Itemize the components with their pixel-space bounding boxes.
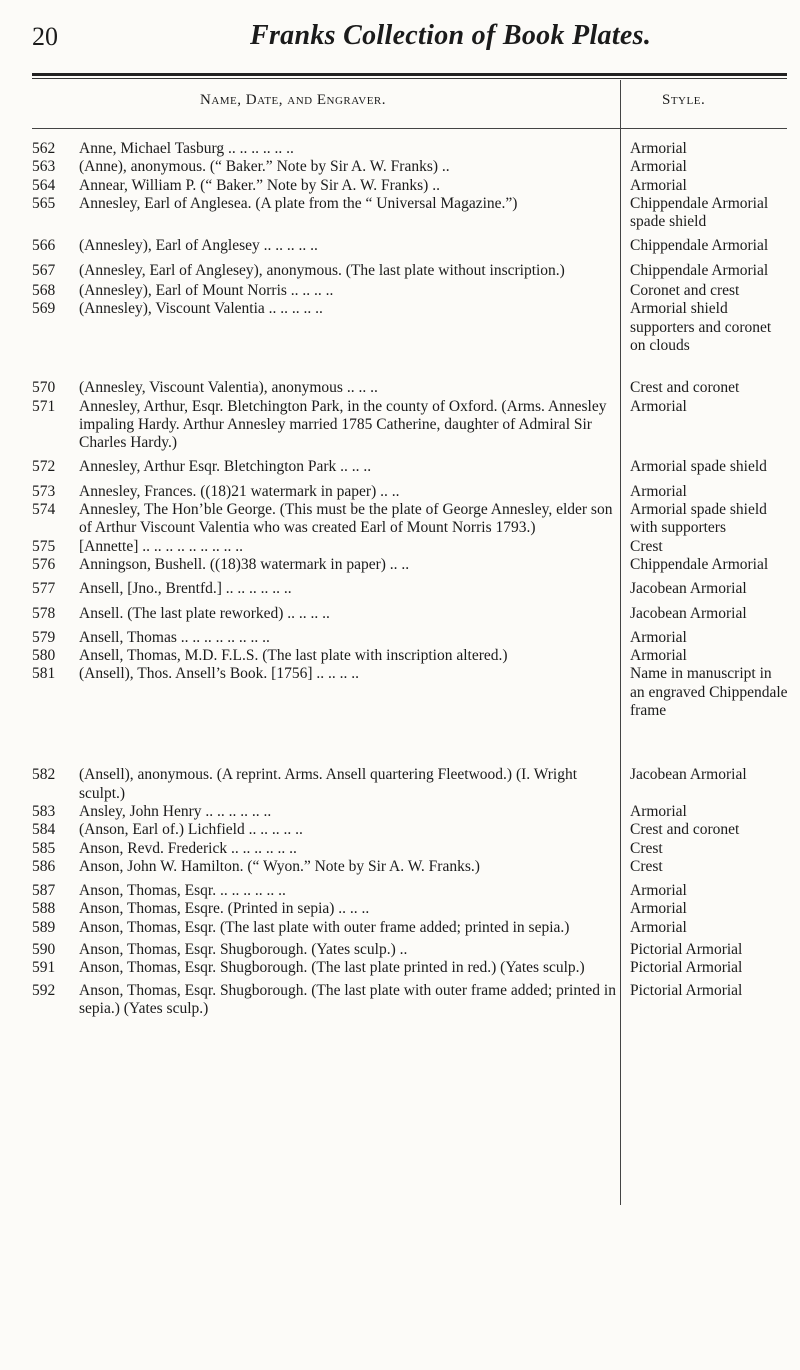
entry-name: (Ansell), Thos. Ansell’s Book. [1756] .. .. .. .. bbox=[79, 665, 359, 683]
entry-name: (Anne), anonymous. (“ Baker.” Note by Sir A. W. Franks) .. bbox=[79, 158, 450, 176]
entry-number: 592 bbox=[32, 981, 56, 999]
entry-name: (Ansell), anonymous. (A reprint. Arms. Ansell quartering Fleetwood.) (I. Wright sculpt.) bbox=[79, 766, 578, 802]
entry-name: Ansley, John Henry .. .. .. .. .. .. bbox=[79, 802, 272, 820]
entry-style: Pictorial Armorial bbox=[630, 981, 743, 999]
entry-style: Chippendale Armorial spade shield bbox=[630, 194, 769, 231]
column-header-rule-style bbox=[622, 128, 787, 129]
entry-name: Anson, Thomas, Esqr. Shugborough. (Yates sculp.) .. bbox=[79, 940, 408, 958]
entry-row bbox=[32, 501, 787, 538]
entry-name: Anson, Thomas, Esqre. (Printed in sepia) .. .. .. bbox=[79, 900, 370, 918]
entry-number: 562 bbox=[32, 140, 56, 157]
entry-row bbox=[32, 840, 787, 858]
entry-number: 577 bbox=[32, 580, 56, 598]
entry-row bbox=[32, 398, 787, 453]
entry-name: (Annesley), Earl of Mount Norris .. .. .. .. bbox=[79, 282, 334, 300]
entry-style: Crest bbox=[630, 857, 663, 875]
entry-name: Anningson, Bushell. ((18)38 watermark in paper) .. .. bbox=[79, 555, 410, 573]
entry-number: 589 bbox=[32, 918, 56, 936]
entry-style: Armorial bbox=[630, 647, 687, 665]
entry-row bbox=[32, 803, 787, 821]
entry-number: 571 bbox=[32, 397, 56, 415]
entry-number: 565 bbox=[32, 194, 56, 212]
entry-style: Armorial shield supporters and coronet on clouds bbox=[630, 300, 772, 354]
entry-number: 582 bbox=[32, 766, 56, 784]
entry-name: Ansell. (The last plate reworked) .. .. .. .. bbox=[79, 604, 330, 622]
entry-style: Jacobean Armorial bbox=[630, 766, 747, 784]
entry-row bbox=[32, 282, 787, 300]
entry-number: 578 bbox=[32, 604, 56, 622]
entry-number: 573 bbox=[32, 482, 56, 500]
page-header bbox=[0, 20, 800, 60]
entry-name: Anson, Thomas, Esqr. (The last plate with outer frame added; printed in sepia.) bbox=[79, 918, 570, 936]
entry-name: Annesley, The Hon’ble George. (This must be the plate of George Annesley, elder son of Arthur Viscount Valentia who was created Earl of Mount Norris 1793.) bbox=[79, 501, 613, 537]
entry-row bbox=[32, 605, 787, 623]
entry-row bbox=[32, 919, 787, 937]
entry-name: Anne, Michael Tasburg .. .. .. .. .. .. bbox=[79, 140, 294, 157]
entry-style: Armorial bbox=[630, 628, 687, 646]
entry-style: Armorial spade shield with supporters bbox=[630, 501, 767, 537]
entry-style: Chippendale Armorial bbox=[630, 261, 769, 279]
entry-number: 586 bbox=[32, 857, 56, 875]
header-rule-thin bbox=[32, 78, 787, 79]
entry-row bbox=[32, 941, 787, 959]
entry-name: (Annesley, Viscount Valentia), anonymous .. .. .. bbox=[79, 379, 378, 397]
entry-row bbox=[32, 959, 787, 977]
entry-number: 580 bbox=[32, 647, 56, 665]
entry-number: 583 bbox=[32, 802, 56, 820]
entry-style: Crest bbox=[630, 839, 663, 857]
entry-row bbox=[32, 262, 787, 280]
entry-name: (Annesley), Viscount Valentia .. .. .. .. .. bbox=[79, 300, 323, 318]
entry-row bbox=[32, 538, 787, 556]
entry-number: 569 bbox=[32, 300, 56, 318]
entry-row bbox=[32, 483, 787, 501]
entry-style: Armorial bbox=[630, 802, 687, 820]
entry-name: Annesley, Arthur, Esqr. Bletchington Park, in the county of Oxford. (Arms. Annesley impaling Hardy. Arthur Annesley married 1785 Catherine, daughter of Admiral Sir Charles Hardy.) bbox=[79, 397, 607, 452]
entry-number: 588 bbox=[32, 900, 56, 918]
entry-number: 563 bbox=[32, 158, 56, 176]
entry-style: Jacobean Armorial bbox=[630, 604, 747, 622]
entry-number: 590 bbox=[32, 940, 56, 958]
entry-name: (Annesley, Earl of Anglesey), anonymous. (The last plate without inscription.) bbox=[79, 261, 565, 279]
entry-name: Annesley, Frances. ((18)21 watermark in paper) .. .. bbox=[79, 482, 400, 500]
entry-row bbox=[32, 177, 787, 195]
entry-name: (Annesley), Earl of Anglesey .. .. .. .. .. bbox=[79, 237, 318, 255]
header-rule bbox=[32, 73, 787, 76]
entry-row bbox=[32, 140, 787, 158]
entry-row bbox=[32, 982, 787, 1019]
column-header-rule bbox=[32, 128, 622, 129]
entry-number: 568 bbox=[32, 282, 56, 300]
entry-style: Armorial bbox=[630, 176, 687, 194]
entry-style: Chippendale Armorial bbox=[630, 237, 769, 255]
entry-style: Crest bbox=[630, 537, 663, 555]
entry-row bbox=[32, 158, 787, 176]
entry-row bbox=[32, 556, 787, 574]
entry-number: 576 bbox=[32, 555, 56, 573]
entry-number: 564 bbox=[32, 176, 56, 194]
entry-name: Annear, William P. (“ Baker.” Note by Sir A. W. Franks) .. bbox=[79, 176, 440, 194]
entry-style: Armorial bbox=[630, 397, 687, 415]
entry-name: Annesley, Arthur Esqr. Bletchington Park .. .. .. bbox=[79, 458, 372, 476]
entry-row bbox=[32, 580, 787, 598]
entry-name: Ansell, Thomas .. .. .. .. .. .. .. .. bbox=[79, 628, 270, 646]
entry-row bbox=[32, 665, 787, 720]
entry-style: Armorial spade shield bbox=[630, 458, 767, 476]
entry-number: 574 bbox=[32, 501, 56, 519]
entry-row bbox=[32, 882, 787, 900]
entry-row bbox=[32, 766, 787, 803]
entry-name: Anson, Thomas, Esqr. .. .. .. .. .. .. bbox=[79, 882, 286, 900]
entry-row bbox=[32, 629, 787, 647]
entry-number: 570 bbox=[32, 379, 56, 397]
entry-name: Anson, Thomas, Esqr. Shugborough. (The last plate printed in red.) (Yates sculp.) bbox=[79, 959, 585, 977]
entry-name: Anson, Thomas, Esqr. Shugborough. (The last plate with outer frame added; printed in sepia.) (Yates sculp.) bbox=[79, 981, 616, 1017]
column-header-name: Name, Date, and Engraver. bbox=[200, 92, 387, 108]
entry-style: Jacobean Armorial bbox=[630, 580, 747, 598]
entry-style: Coronet and crest bbox=[630, 282, 740, 300]
entry-number: 566 bbox=[32, 237, 56, 255]
entry-row bbox=[32, 858, 787, 876]
entry-style: Crest and coronet bbox=[630, 821, 740, 839]
entry-number: 575 bbox=[32, 537, 56, 555]
entry-number: 587 bbox=[32, 882, 56, 900]
entry-style: Armorial bbox=[630, 482, 687, 500]
entry-name: Annesley, Earl of Anglesea. (A plate from the “ Universal Magazine.”) bbox=[79, 194, 518, 212]
entry-list bbox=[32, 140, 787, 1018]
entry-row bbox=[32, 900, 787, 918]
entry-name: [Annette] .. .. .. .. .. .. .. .. .. bbox=[79, 537, 244, 555]
entry-style: Armorial bbox=[630, 900, 687, 918]
entry-row bbox=[32, 195, 787, 232]
entry-style: Armorial bbox=[630, 918, 687, 936]
entry-number: 567 bbox=[32, 261, 56, 279]
entry-name: Ansell, [Jno., Brentfd.] .. .. .. .. .. .. bbox=[79, 580, 292, 598]
entry-style: Armorial bbox=[630, 882, 687, 900]
entry-number: 579 bbox=[32, 628, 56, 646]
entry-row bbox=[32, 379, 787, 397]
page-number: 20 bbox=[32, 22, 58, 51]
entry-row bbox=[32, 458, 787, 476]
entry-style: Pictorial Armorial bbox=[630, 959, 743, 977]
entry-number: 572 bbox=[32, 458, 56, 476]
column-header-style: Style. bbox=[662, 92, 706, 108]
entry-style: Armorial bbox=[630, 140, 687, 157]
entry-row bbox=[32, 300, 787, 355]
entry-style: Pictorial Armorial bbox=[630, 940, 743, 958]
entry-style: Crest and coronet bbox=[630, 379, 740, 397]
entry-name: Anson, John W. Hamilton. (“ Wyon.” Note by Sir A. W. Franks.) bbox=[79, 857, 480, 875]
entry-number: 585 bbox=[32, 839, 56, 857]
entry-style: Chippendale Armorial bbox=[630, 555, 769, 573]
entry-row bbox=[32, 237, 787, 255]
entry-number: 591 bbox=[32, 959, 56, 977]
entry-number: 584 bbox=[32, 821, 56, 839]
entry-style: Armorial bbox=[630, 158, 687, 176]
entry-name: Ansell, Thomas, M.D. F.L.S. (The last plate with inscription altered.) bbox=[79, 647, 508, 665]
entry-row bbox=[32, 647, 787, 665]
entry-style: Name in manuscript in an engraved Chippendale frame bbox=[630, 665, 788, 720]
entry-row bbox=[32, 821, 787, 839]
entry-name: (Anson, Earl of.) Lichfield .. .. .. .. .. bbox=[79, 821, 303, 839]
page-title: Franks Collection of Book Plates. bbox=[250, 20, 652, 51]
entry-name: Anson, Revd. Frederick .. .. .. .. .. .. bbox=[79, 839, 297, 857]
entry-number: 581 bbox=[32, 665, 56, 683]
